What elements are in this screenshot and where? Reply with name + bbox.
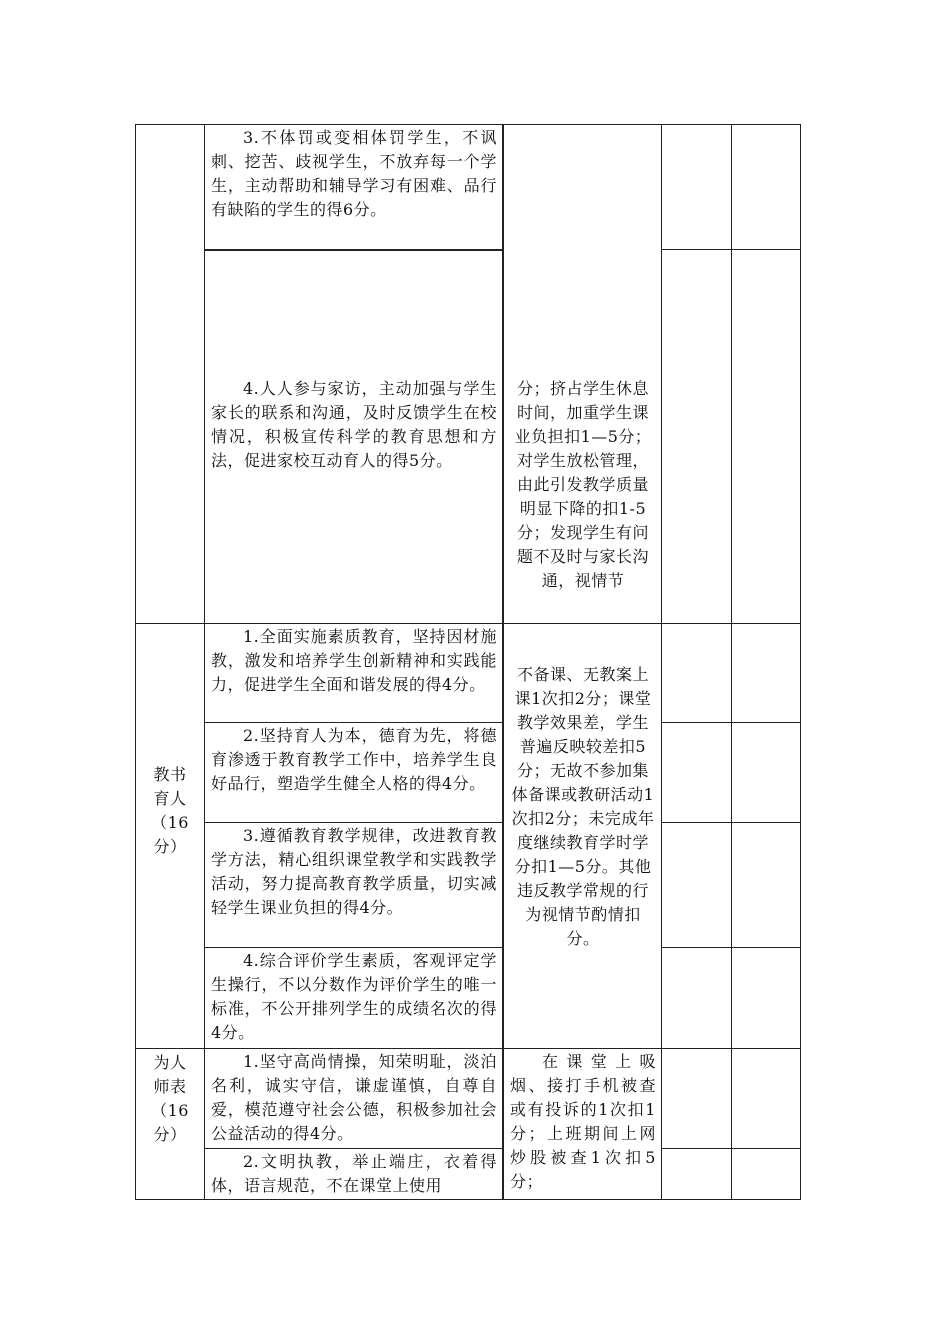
col-divider-3: [661, 124, 662, 1200]
criterion-text: 4.综合评价学生素质，客观评定学生操行，不以分数作为评价学生的唯一标准，不公开排列学生的成绩名次的得4分。: [211, 951, 497, 1042]
col-divider-4: [731, 124, 732, 1200]
row-divider: [204, 1148, 503, 1149]
criterion-text: 3.不体罚或变相体罚学生，不讽刺、挖苦、歧视学生，不放弃每一个学生，主动帮助和辅导学习有困难、品行有缺陷的学生的得6分。: [211, 128, 497, 219]
table-border-left: [135, 124, 136, 1200]
row-divider: [204, 947, 503, 948]
criterion-text: 1.坚守高尚情操，知荣明耻，淡泊名利，诚实守信，谦虚谨慎，自尊自爱，模范遵守社会公德，积极参加社会公益活动的得4分。: [211, 1052, 497, 1143]
deduction-text: 分；挤占学生休息时间，加重学生课业负担扣1—5分；对学生放松管理，由此引发教学质量明显下降的扣1-5分；发现学生有问题不及时与家长沟通，视情节: [514, 379, 652, 590]
category-label: 为人师表（16分）: [151, 1053, 189, 1144]
criterion-text: 2.坚持育人为本，德育为先，将德育渗透于教育教学工作中，培养学生良好品行，塑造学生健全人格的得4分。: [211, 726, 497, 793]
category-label: 教书育人（16分）: [151, 765, 189, 856]
criterion-text: 1.全面实施素质教育，坚持因材施教，激发和培养学生创新精神和实践能力，促进学生全面和谐发展的得4分。: [211, 627, 497, 694]
row-divider: [661, 1148, 801, 1149]
criterion-text: 3.遵循教育教学规律，改进教育教学方法，精心组织课堂教学和实践教学活动，努力提高教育教学质量，切实减轻学生课业负担的得4分。: [211, 826, 497, 917]
section-divider: [135, 623, 801, 624]
row-divider: [661, 822, 801, 823]
deduction-text: 在课堂上吸烟、接打手机被查或有投诉的1次扣1分；上班期间上网炒股被查1次扣5分；: [510, 1052, 656, 1191]
table-border-bottom: [135, 1199, 801, 1200]
table-border-top: [135, 124, 801, 125]
deduction-text: 不备课、无教案上课1次扣2分；课堂教学效果差，学生普遍反映较差扣5分；无故不参加集体备课或教研活动1次扣2分；未完成年度继续教育学时学分扣1—5分。其他违反教学常规的行为视情节酌情扣分。: [511, 665, 655, 948]
row-divider: [204, 249, 503, 251]
row-divider: [204, 722, 503, 723]
criterion-text: 4.人人参与家访，主动加强与学生家长的联系和沟通，及时反馈学生在校情况，积极宣传科学的教育思想和方法，促进家校互动育人的得5分。: [211, 379, 497, 470]
row-divider: [661, 249, 801, 250]
row-divider: [204, 822, 503, 823]
criterion-text: 2.文明执教，举止端庄，衣着得体，语言规范，不在课堂上使用: [211, 1152, 497, 1195]
row-divider: [661, 947, 801, 948]
table-border-right: [800, 124, 801, 1200]
row-divider: [661, 722, 801, 723]
section-divider: [135, 1048, 801, 1049]
col-divider-1: [204, 124, 205, 1200]
col-divider-2: [502, 124, 504, 1200]
